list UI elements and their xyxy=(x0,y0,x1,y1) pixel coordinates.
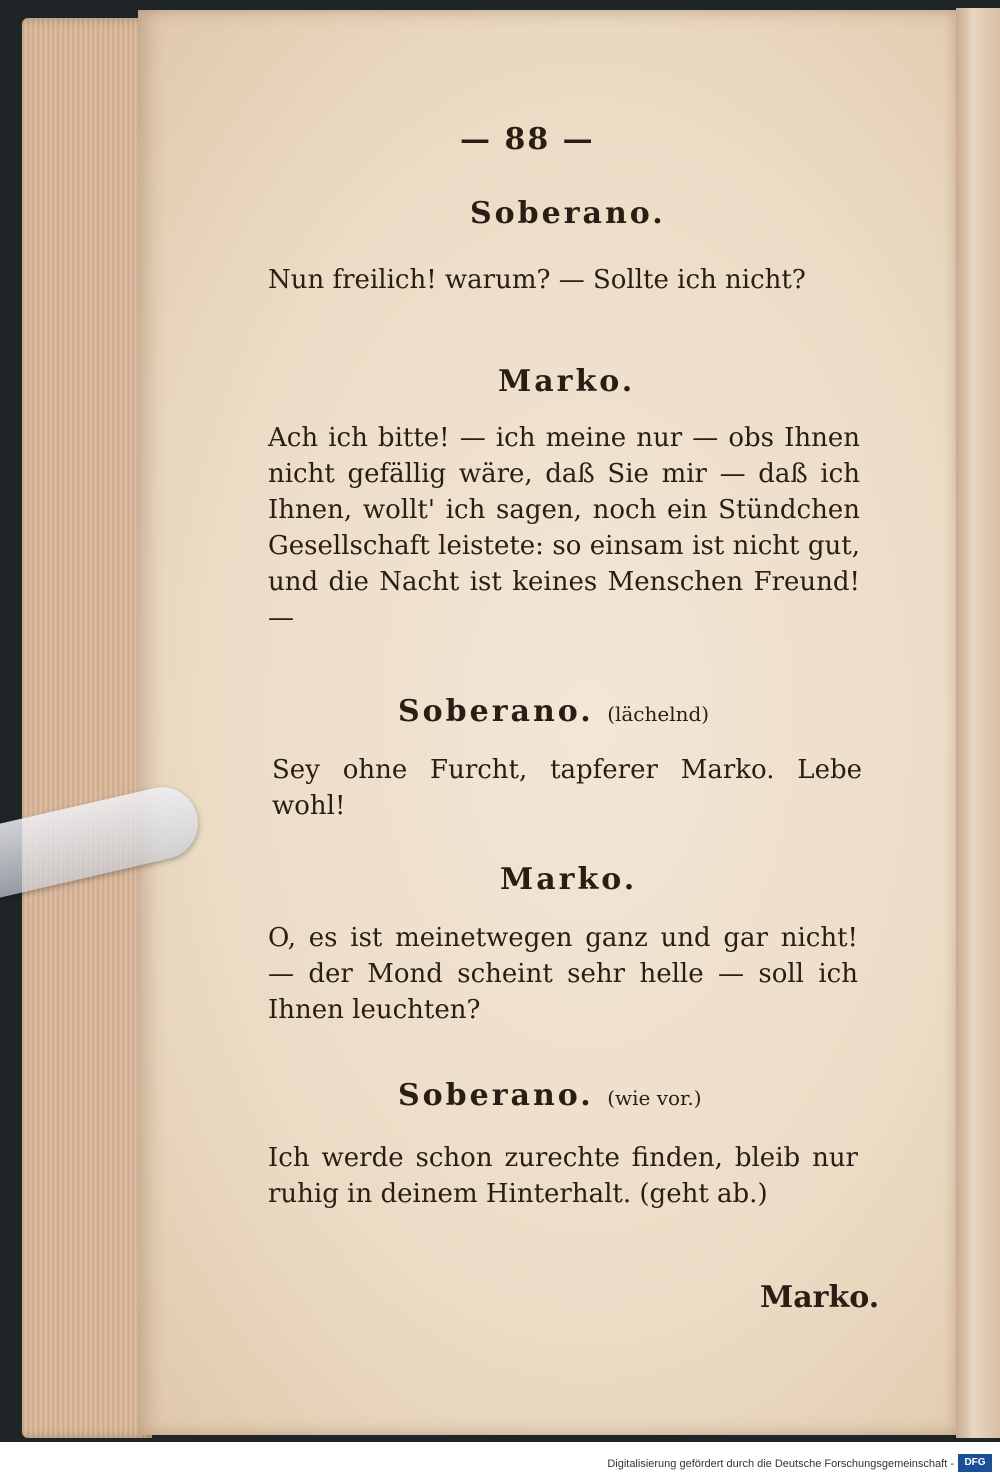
facing-page-edge xyxy=(956,8,1000,1438)
speaker-label xyxy=(470,196,666,231)
speaker-label xyxy=(398,694,709,729)
dialogue-paragraph: O, es ist meinetwegen ganz und gar nicht! — der Mond scheint sehr helle — soll ich Ihnen leuchten? xyxy=(268,923,858,1025)
stage-direction: (wie vor.) xyxy=(607,1086,702,1110)
speaker-name: Marko. xyxy=(500,862,638,897)
dialogue-paragraph: Nun freilich! warum? — Sollte ich nicht? xyxy=(268,265,806,295)
dfg-logo: DFG xyxy=(958,1454,992,1472)
speaker-name: Soberano. xyxy=(398,694,594,729)
speaker-name: Soberano. xyxy=(398,1078,594,1113)
dialogue-paragraph: Ich werde schon zurechte finden, bleib nur ruhig in deinem Hinterhalt. (geht ab.) xyxy=(268,1143,858,1209)
dialogue-paragraph: Sey ohne Furcht, tapferer Marko. Lebe wohl! xyxy=(272,755,862,821)
speaker-name: Marko. xyxy=(498,364,636,399)
catchword: Marko. xyxy=(760,1280,880,1315)
page-number: — 88 — xyxy=(460,122,595,157)
speaker-label xyxy=(498,364,635,399)
speaker-label xyxy=(398,1078,702,1113)
speaker-name: Soberano. xyxy=(470,196,666,231)
stage-direction: (lächelnd) xyxy=(607,702,710,726)
footer-credit: Digitalisierung gefördert durch die Deutsche Forschungsgemeinschaft - xyxy=(607,1458,954,1470)
speaker-label xyxy=(500,862,637,897)
dialogue-paragraph: Ach ich bitte! — ich meine nur — obs Ihnen nicht gefällig wäre, daß Sie mir — daß ich Ihnen, wollt' ich sagen, noch ein Stündchen Gesellschaft leistete: so einsam ist nicht gut, und die Nacht ist keines Menschen Freund! — xyxy=(268,423,860,633)
page-edges xyxy=(22,18,152,1438)
